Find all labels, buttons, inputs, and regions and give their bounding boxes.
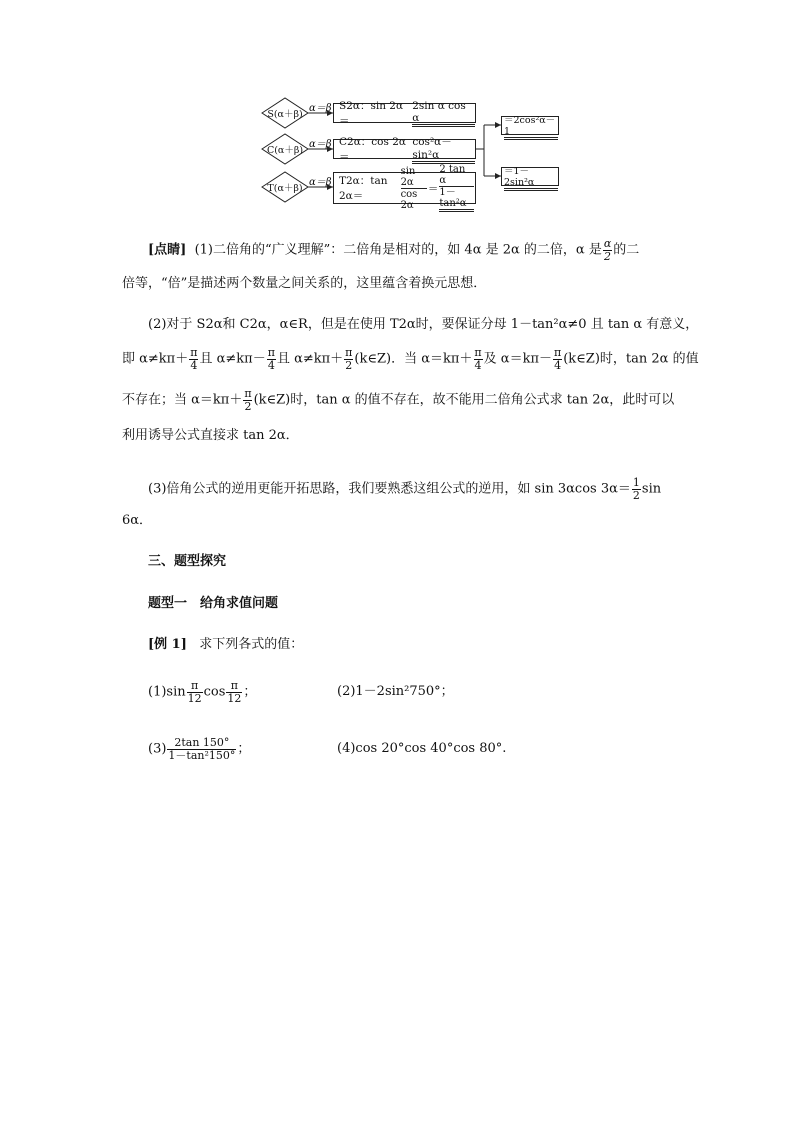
s-formula-box — [333, 99, 476, 127]
dianjing-p2-line4: 利用诱导公式直接求 tan 2α． — [122, 428, 299, 443]
alpha-over-2-frac: $\frac{\alpha}{2}$ — [603, 237, 612, 263]
tan-frac: $\frac{2\tan 150^\circ}{\text{1－tan²150°}}$ — [168, 736, 236, 762]
c-box-prefix: C2α：cos 2α＝ — [339, 136, 407, 163]
dianjing-p3-line1: (3)倍角公式的逆用更能开拓思路，我们要熟悉这组公式的逆用，如 sin 3αcos 3α＝ $\frac{1}{2}$ sin — [148, 476, 662, 502]
question-3: (3) $\frac{2\tan 150^\circ}{\text{1－tan²150°}}$ ； — [148, 736, 251, 762]
dianjing-p2-line1: (2)对于 S2α和 C2α，α∈R，但是在使用 T2α时，要保证分母 1－tan²α≠0 且 tan α 有意义， — [148, 317, 699, 332]
type-title: 题型一 给角求值问题 — [148, 596, 279, 611]
c-box-formula: cos²α－sin²α — [412, 134, 475, 164]
dianjing-p3-line2: 6α． — [122, 513, 153, 528]
s-arrow-label: α＝β — [309, 103, 332, 114]
question-4: (4)cos 20°cos 40°cos 80°. — [337, 741, 507, 756]
section-heading: 三、题型探究 — [148, 554, 227, 569]
dianjing-p1-text-end: 的二 — [613, 242, 640, 258]
question-1: (1)sin $\frac{\pi}{12}$ cos $\frac{\pi}{12}$ ； — [148, 679, 257, 705]
t-box-prefix: T2α：tan 2α＝ — [339, 175, 388, 202]
t-frac1: sin 2α cos 2α — [401, 166, 427, 211]
question-2: (2)1－2sin²750°； — [337, 684, 454, 699]
dianjing-tag: [点睛] — [148, 242, 187, 258]
t-label: T(α＋β) — [267, 183, 303, 194]
s-label: S(α＋β) — [267, 109, 303, 120]
pi-over-2-frac: $\frac{\pi}{2}$ — [244, 387, 252, 413]
dianjing-p2-line2: 即 α≠kπ＋ $\frac{\pi}{4}$ 且 α≠kπ－ $\frac{\pi}{4}$ 且 α≠kπ＋ $\frac{\pi}{2}$ (k∈Z)．当 α＝kπ＋ $\frac{\pi}{4}$ 及 α＝kπ－ $\frac{\pi}{4}$ (k∈Z)时，tan 2α 的值 — [122, 346, 699, 372]
c-label: C(α＋β) — [266, 145, 304, 156]
t-eq: ＝ — [427, 182, 439, 195]
example-line — [148, 633, 303, 657]
pi-over-4-frac: $\frac{\pi}{4}$ — [474, 346, 482, 372]
pi-over-12-frac: $\frac{\pi}{12}$ — [187, 679, 202, 705]
s-box-formula: 2sin α cos α — [412, 100, 475, 127]
t-frac2: 2 tan α 1－tan²α — [439, 164, 474, 212]
dianjing-p1-text: (1)二倍角的“广义理解”：二倍角是相对的，如 4α 是 2α 的二倍，α 是 — [194, 242, 602, 258]
pi-over-4-frac: $\frac{\pi}{4}$ — [190, 346, 198, 372]
dianjing-p1-line2: 倍等，“倍”是描述两个数量之间关系的，这里蕴含着换元思想． — [122, 276, 487, 291]
s-box-prefix: S2α：sin 2α＝ — [339, 100, 404, 127]
c-formula-box — [333, 136, 476, 163]
t-arrow-label: α＝β — [309, 177, 332, 188]
t-formula-box — [333, 164, 476, 211]
example-tag: [例 1] — [148, 637, 187, 652]
c-arrow-label: α＝β — [309, 139, 332, 150]
right-bottom-box: ＝1－2sin²α — [501, 167, 559, 186]
pi-over-4-frac: $\frac{\pi}{4}$ — [267, 346, 275, 372]
pi-over-2-frac: $\frac{\pi}{2}$ — [345, 346, 353, 372]
dianjing-p2-line3: 不存在；当 α＝kπ＋ $\frac{\pi}{2}$ (k∈Z)时，tan α 的值不存在，故不能用二倍角公式求 tan 2α，此时可以 — [122, 387, 675, 413]
pi-over-4-frac: $\frac{\pi}{4}$ — [554, 346, 562, 372]
right-top-box: ＝2cos²α－1 — [501, 116, 559, 135]
dianjing-p1-line1 — [148, 238, 639, 262]
pi-over-12-frac: $\frac{\pi}{12}$ — [227, 679, 242, 705]
example-text: 求下列各式的值： — [199, 637, 304, 652]
one-half-frac: $\frac{1}{2}$ — [632, 476, 640, 502]
